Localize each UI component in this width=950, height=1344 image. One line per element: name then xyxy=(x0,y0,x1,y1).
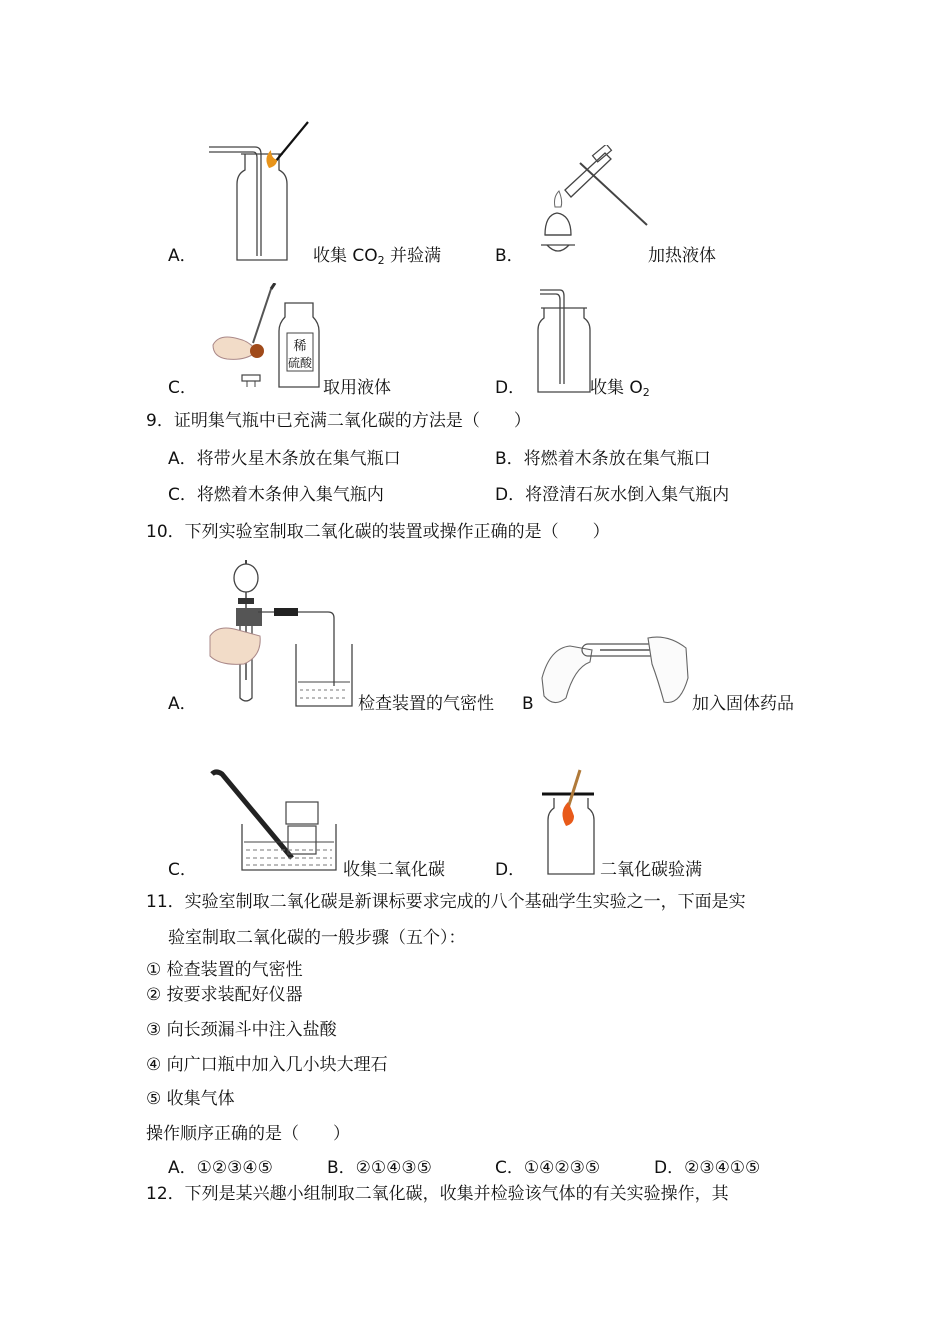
figure-10b-add-solid xyxy=(540,628,690,714)
option-8b-text: 加热液体 xyxy=(648,246,716,266)
q10-option-d-text: 二氧化碳验满 xyxy=(600,860,702,880)
option-8a-letter: A． xyxy=(168,246,197,266)
figure-10a-airtightness xyxy=(208,560,356,710)
q11-step-1: ① 检查装置的气密性 xyxy=(146,960,303,980)
q11-question: 操作顺序正确的是（ ） xyxy=(146,1124,350,1144)
q10-option-d-letter: D． xyxy=(495,860,526,880)
q11-step-3: ③ 向长颈漏斗中注入盐酸 xyxy=(146,1020,337,1040)
option-8a-text: 收集 $CO_2$ 并验满 xyxy=(313,246,442,267)
q11-step-4: ④ 向广口瓶中加入几小块大理石 xyxy=(146,1055,388,1075)
q10-option-a-letter: A． xyxy=(168,694,197,714)
figure-8c-take-liquid xyxy=(205,283,330,393)
q10-option-c-text: 收集二氧化碳 xyxy=(343,860,445,880)
bottle-label-1: 稀 xyxy=(293,339,307,354)
q11-step-5: ⑤ 收集气体 xyxy=(146,1089,235,1109)
q10-option-a-text: 检查装置的气密性 xyxy=(358,694,494,714)
q9-option-d: D．将澄清石灰水倒入集气瓶内 xyxy=(495,485,730,505)
q11-option-c: C．①④②③⑤ xyxy=(495,1158,601,1178)
q9-option-a: A．将带火星木条放在集气瓶口 xyxy=(168,449,401,469)
q11-option-b: B．②①④③⑤ xyxy=(327,1158,432,1178)
q9-stem: 9．证明集气瓶中已充满二氧化碳的方法是（ ） xyxy=(146,411,531,431)
q10-stem: 10．下列实验室制取二氧化碳的装置或操作正确的是（ ） xyxy=(146,522,610,542)
q11-stem-line-2: 验室制取二氧化碳的一般步骤（五个）： xyxy=(168,928,466,948)
q11-stem-line-1: 11．实验室制取二氧化碳是新课标要求完成的八个基础学生实验之一，下面是实 xyxy=(146,892,746,912)
q11-option-a: A．①②③④⑤ xyxy=(168,1158,273,1178)
option-8c-text: 取用液体 xyxy=(323,378,391,398)
figure-10d-co2-full-check xyxy=(538,768,604,878)
option-8d-letter: D． xyxy=(495,378,526,398)
figure-8a-collect-co2 xyxy=(205,112,315,267)
q9-option-b: B．将燃着木条放在集气瓶口 xyxy=(495,449,711,469)
option-8b-letter: B． xyxy=(495,246,524,266)
option-8c-letter: C． xyxy=(168,378,197,398)
figure-10c-collect-co2 xyxy=(208,768,343,878)
q10-option-b-letter: B xyxy=(522,694,534,714)
q11-step-2: ② 按要求装配好仪器 xyxy=(146,985,303,1005)
q12-stem: 12．下列是某兴趣小组制取二氧化碳，收集并检验该气体的有关实验操作，其 xyxy=(146,1184,729,1204)
q10-option-b-text: 加入固体药品 xyxy=(692,694,794,714)
figure-8b-heat-liquid xyxy=(535,145,655,265)
q11-option-d: D．②③④①⑤ xyxy=(654,1158,761,1178)
q10-option-c-letter: C． xyxy=(168,860,197,880)
bottle-label-2: 硫酸 xyxy=(287,356,313,370)
q9-option-c: C．将燃着木条伸入集气瓶内 xyxy=(168,485,384,505)
figure-8d-collect-o2 xyxy=(532,288,597,396)
option-8d-text: 收集 $O_2$ xyxy=(590,378,650,399)
